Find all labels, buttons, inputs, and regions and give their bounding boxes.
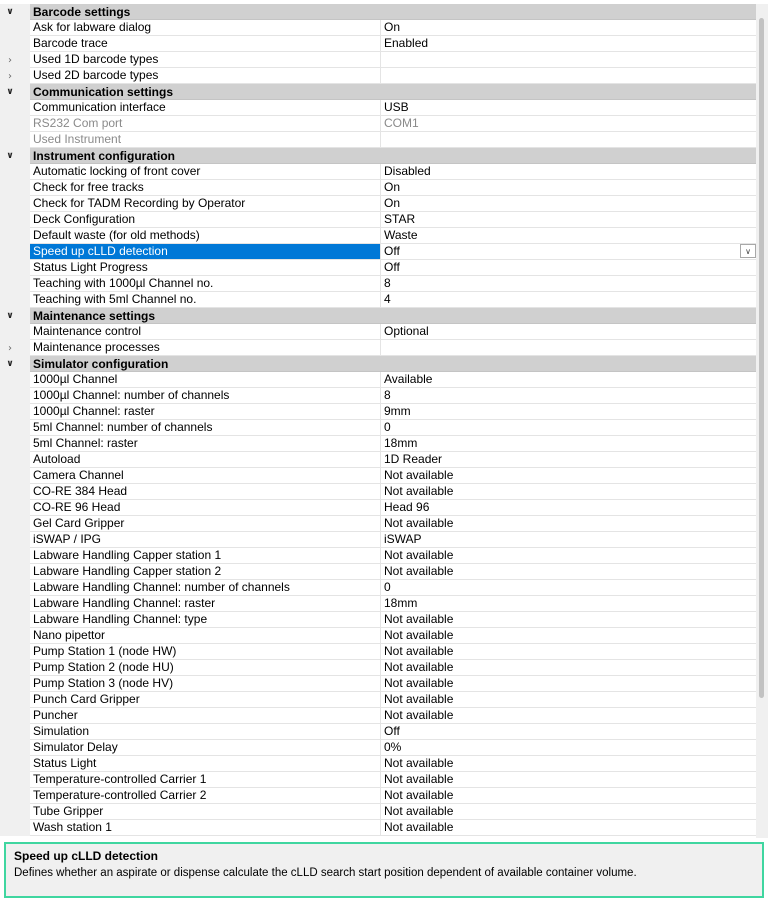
property-value[interactable] xyxy=(381,692,756,708)
row-gutter xyxy=(0,484,30,500)
property-row[interactable] xyxy=(0,212,768,228)
property-row[interactable] xyxy=(0,20,768,36)
property-value-text: 0% xyxy=(384,740,402,754)
category-label: Instrument configuration xyxy=(30,148,756,164)
property-value[interactable] xyxy=(381,612,756,628)
property-value[interactable] xyxy=(381,164,756,180)
property-value-text: Off xyxy=(384,244,400,258)
chevron-right-icon[interactable]: › xyxy=(8,342,12,354)
property-name[interactable]: Pump Station 1 (node HW) xyxy=(30,644,381,660)
property-value[interactable] xyxy=(381,244,756,260)
property-value-text: Not available xyxy=(384,708,454,722)
row-gutter xyxy=(0,804,30,820)
row-gutter xyxy=(0,740,30,756)
property-value[interactable] xyxy=(381,516,756,532)
property-name[interactable]: Status Light Progress xyxy=(30,260,381,276)
row-gutter xyxy=(0,676,30,692)
property-row[interactable] xyxy=(0,36,768,52)
category-gutter[interactable] xyxy=(0,4,30,20)
chevron-down-icon[interactable]: ∨ xyxy=(6,87,14,97)
row-gutter xyxy=(0,452,30,468)
property-value-text: Not available xyxy=(384,468,454,482)
row-gutter xyxy=(0,228,30,244)
property-value-text: 0 xyxy=(384,580,391,594)
property-row[interactable] xyxy=(0,164,768,180)
property-name[interactable]: Ask for labware dialog xyxy=(30,20,381,36)
property-row[interactable] xyxy=(0,532,768,548)
row-gutter xyxy=(0,788,30,804)
row-gutter xyxy=(0,468,30,484)
row-gutter xyxy=(0,36,30,52)
row-gutter xyxy=(0,196,30,212)
property-value-text: Head 96 xyxy=(384,500,430,514)
property-value[interactable] xyxy=(381,532,756,548)
help-title: Speed up cLLD detection xyxy=(14,849,159,863)
property-row[interactable] xyxy=(0,580,768,596)
property-value-text: 4 xyxy=(384,292,391,306)
property-row[interactable] xyxy=(0,820,768,836)
property-row[interactable] xyxy=(0,676,768,692)
property-value[interactable] xyxy=(381,196,756,212)
property-name[interactable]: Gel Card Gripper xyxy=(30,516,381,532)
property-name[interactable]: Labware Handling Channel: type xyxy=(30,612,381,628)
property-value-text: 8 xyxy=(384,276,391,290)
property-name[interactable]: Labware Handling Capper station 2 xyxy=(30,564,381,580)
property-value[interactable] xyxy=(381,772,756,788)
property-name[interactable]: Used 2D barcode types xyxy=(30,68,381,84)
property-row[interactable] xyxy=(0,372,768,388)
property-row[interactable] xyxy=(0,52,768,68)
category-label: Barcode settings xyxy=(30,4,756,20)
property-name[interactable]: Default waste (for old methods) xyxy=(30,228,381,244)
property-value[interactable] xyxy=(381,276,756,292)
property-value[interactable] xyxy=(381,228,756,244)
property-value-text: 18mm xyxy=(384,436,418,450)
property-row[interactable] xyxy=(0,260,768,276)
property-value xyxy=(381,132,756,148)
property-row[interactable] xyxy=(0,340,768,356)
property-name[interactable]: Maintenance control xyxy=(30,324,381,340)
row-gutter xyxy=(0,116,30,132)
property-name[interactable]: Camera Channel xyxy=(30,468,381,484)
property-name[interactable]: 5ml Channel: raster xyxy=(30,436,381,452)
property-row[interactable] xyxy=(0,596,768,612)
property-value-text: Not available xyxy=(384,820,454,834)
property-value-text: 9mm xyxy=(384,404,411,418)
property-value[interactable] xyxy=(381,628,756,644)
row-gutter xyxy=(0,100,30,116)
property-value[interactable] xyxy=(381,388,756,404)
property-name[interactable]: Simulation xyxy=(30,724,381,740)
row-gutter xyxy=(0,324,30,340)
category-gutter[interactable] xyxy=(0,308,30,324)
property-row[interactable] xyxy=(0,228,768,244)
property-value[interactable] xyxy=(381,820,756,836)
property-value[interactable] xyxy=(381,36,756,52)
property-row[interactable] xyxy=(0,740,768,756)
property-value[interactable] xyxy=(381,804,756,820)
row-gutter xyxy=(0,692,30,708)
category-row[interactable] xyxy=(0,356,768,372)
chevron-down-icon[interactable]: ∨ xyxy=(6,7,14,17)
row-gutter xyxy=(0,180,30,196)
scrollbar-thumb[interactable] xyxy=(759,18,764,698)
row-gutter xyxy=(0,564,30,580)
property-row[interactable] xyxy=(0,292,768,308)
property-name[interactable]: Autoload xyxy=(30,452,381,468)
help-description-panel xyxy=(4,842,764,898)
property-value[interactable] xyxy=(381,644,756,660)
property-value[interactable] xyxy=(381,468,756,484)
row-gutter xyxy=(0,644,30,660)
property-row[interactable] xyxy=(0,180,768,196)
property-value[interactable] xyxy=(381,212,756,228)
property-row[interactable] xyxy=(0,100,768,116)
property-row[interactable] xyxy=(0,388,768,404)
property-value[interactable] xyxy=(381,292,756,308)
property-row[interactable] xyxy=(0,420,768,436)
property-name[interactable]: 1000µl Channel xyxy=(30,372,381,388)
property-name[interactable]: CO-RE 384 Head xyxy=(30,484,381,500)
property-value[interactable] xyxy=(381,20,756,36)
property-name[interactable]: 5ml Channel: number of channels xyxy=(30,420,381,436)
property-row[interactable] xyxy=(0,116,768,132)
chevron-right-icon[interactable]: › xyxy=(8,54,12,66)
category-row[interactable] xyxy=(0,308,768,324)
category-gutter[interactable] xyxy=(0,84,30,100)
property-value-text: Not available xyxy=(384,804,454,818)
vertical-scrollbar[interactable] xyxy=(756,4,768,838)
property-row[interactable] xyxy=(0,324,768,340)
property-name[interactable]: Communication interface xyxy=(30,100,381,116)
chevron-down-icon[interactable]: ∨ xyxy=(6,151,14,161)
property-row[interactable] xyxy=(0,132,768,148)
row-gutter xyxy=(0,596,30,612)
property-value-text: Not available xyxy=(384,788,454,802)
row-gutter xyxy=(0,708,30,724)
property-value-text: Disabled xyxy=(384,164,431,178)
category-label: Maintenance settings xyxy=(30,308,756,324)
property-value-text: 18mm xyxy=(384,596,418,610)
property-value[interactable] xyxy=(381,260,756,276)
property-name[interactable]: Temperature-controlled Carrier 1 xyxy=(30,772,381,788)
row-gutter xyxy=(0,436,30,452)
property-name[interactable]: Simulator Delay xyxy=(30,740,381,756)
property-value[interactable] xyxy=(381,500,756,516)
property-name[interactable]: Maintenance processes xyxy=(30,340,381,356)
row-gutter xyxy=(0,500,30,516)
property-name[interactable]: Automatic locking of front cover xyxy=(30,164,381,180)
row-gutter[interactable] xyxy=(0,340,30,356)
property-row[interactable] xyxy=(0,708,768,724)
property-row[interactable] xyxy=(0,500,768,516)
property-row[interactable] xyxy=(0,516,768,532)
property-name[interactable]: Pump Station 2 (node HU) xyxy=(30,660,381,676)
property-value-text: 0 xyxy=(384,420,391,434)
property-row[interactable] xyxy=(0,756,768,772)
property-row[interactable] xyxy=(0,660,768,676)
property-value-text: iSWAP xyxy=(384,532,422,546)
property-value-text: Not available xyxy=(384,772,454,786)
property-value[interactable] xyxy=(381,372,756,388)
property-value[interactable] xyxy=(381,324,756,340)
property-name[interactable]: iSWAP / IPG xyxy=(30,532,381,548)
property-value-text: Waste xyxy=(384,228,418,242)
chevron-down-icon[interactable]: ∨ xyxy=(6,311,14,321)
property-value[interactable] xyxy=(381,580,756,596)
property-row[interactable] xyxy=(0,804,768,820)
property-row[interactable] xyxy=(0,68,768,84)
property-row[interactable] xyxy=(0,244,768,260)
property-name[interactable]: RS232 Com port xyxy=(30,116,381,132)
row-gutter xyxy=(0,612,30,628)
row-gutter xyxy=(0,420,30,436)
property-row[interactable] xyxy=(0,724,768,740)
property-value-text: Not available xyxy=(384,484,454,498)
row-gutter xyxy=(0,660,30,676)
property-value[interactable] xyxy=(381,676,756,692)
property-name[interactable]: Speed up cLLD detection xyxy=(30,244,381,260)
property-value-text: Not available xyxy=(384,564,454,578)
property-grid[interactable] xyxy=(0,4,768,838)
property-value[interactable] xyxy=(381,180,756,196)
row-gutter xyxy=(0,580,30,596)
property-value-text: Not available xyxy=(384,612,454,626)
row-gutter xyxy=(0,276,30,292)
property-row[interactable] xyxy=(0,628,768,644)
property-value-text: STAR xyxy=(384,212,416,226)
help-description: Defines whether an aspirate or dispense calculate the cLLD search start position dependent of available container volume. xyxy=(14,867,637,879)
property-name[interactable]: Wash station 1 xyxy=(30,820,381,836)
category-row[interactable] xyxy=(0,148,768,164)
property-value[interactable] xyxy=(381,100,756,116)
row-gutter xyxy=(0,212,30,228)
row-gutter xyxy=(0,724,30,740)
property-name[interactable]: Barcode trace xyxy=(30,36,381,52)
category-row[interactable] xyxy=(0,4,768,20)
property-name[interactable]: Check for TADM Recording by Operator xyxy=(30,196,381,212)
row-gutter xyxy=(0,372,30,388)
property-row[interactable] xyxy=(0,436,768,452)
row-gutter xyxy=(0,404,30,420)
category-label: Communication settings xyxy=(30,84,756,100)
property-name[interactable]: Used Instrument xyxy=(30,132,381,148)
row-gutter[interactable] xyxy=(0,52,30,68)
category-gutter[interactable] xyxy=(0,356,30,372)
property-value-text: Not available xyxy=(384,628,454,642)
row-gutter xyxy=(0,516,30,532)
property-name[interactable]: Tube Gripper xyxy=(30,804,381,820)
property-value[interactable] xyxy=(381,436,756,452)
property-row[interactable] xyxy=(0,196,768,212)
category-gutter[interactable] xyxy=(0,148,30,164)
property-value[interactable] xyxy=(381,404,756,420)
chevron-right-icon[interactable]: › xyxy=(8,70,12,82)
dropdown-arrow-icon[interactable]: ∨ xyxy=(740,244,756,258)
property-value[interactable] xyxy=(381,68,756,84)
property-value-text: Not available xyxy=(384,660,454,674)
property-value[interactable] xyxy=(381,52,756,68)
property-value-text: Not available xyxy=(384,548,454,562)
property-row[interactable] xyxy=(0,404,768,420)
property-value-text: USB xyxy=(384,100,409,114)
row-gutter xyxy=(0,292,30,308)
property-row[interactable] xyxy=(0,564,768,580)
row-gutter xyxy=(0,388,30,404)
property-value-text: Off xyxy=(384,724,400,738)
property-name[interactable]: Puncher xyxy=(30,708,381,724)
category-row[interactable] xyxy=(0,84,768,100)
property-value-text: 1D Reader xyxy=(384,452,443,466)
property-value[interactable] xyxy=(381,708,756,724)
property-row[interactable] xyxy=(0,468,768,484)
property-value[interactable] xyxy=(381,564,756,580)
property-name[interactable]: Nano pipettor xyxy=(30,628,381,644)
property-value[interactable] xyxy=(381,740,756,756)
property-name[interactable]: Used 1D barcode types xyxy=(30,52,381,68)
property-name[interactable]: Teaching with 1000µl Channel no. xyxy=(30,276,381,292)
property-name[interactable]: Labware Handling Channel: raster xyxy=(30,596,381,612)
chevron-down-icon[interactable]: ∨ xyxy=(6,359,14,369)
row-gutter xyxy=(0,532,30,548)
property-row[interactable] xyxy=(0,548,768,564)
property-value[interactable] xyxy=(381,596,756,612)
property-value[interactable] xyxy=(381,420,756,436)
property-name[interactable]: Temperature-controlled Carrier 2 xyxy=(30,788,381,804)
row-gutter xyxy=(0,756,30,772)
property-value[interactable] xyxy=(381,548,756,564)
row-gutter xyxy=(0,628,30,644)
category-label: Simulator configuration xyxy=(30,356,756,372)
property-value-text: Not available xyxy=(384,692,454,706)
property-row[interactable] xyxy=(0,484,768,500)
property-value xyxy=(381,116,756,132)
property-name[interactable]: Pump Station 3 (node HV) xyxy=(30,676,381,692)
property-value[interactable] xyxy=(381,452,756,468)
property-name[interactable]: Deck Configuration xyxy=(30,212,381,228)
row-gutter[interactable] xyxy=(0,68,30,84)
property-name[interactable]: Punch Card Gripper xyxy=(30,692,381,708)
row-gutter xyxy=(0,260,30,276)
property-value-text: COM1 xyxy=(384,116,419,130)
row-gutter xyxy=(0,548,30,564)
property-value-text: Not available xyxy=(384,756,454,770)
row-gutter xyxy=(0,772,30,788)
property-row[interactable] xyxy=(0,772,768,788)
property-value-text: 8 xyxy=(384,388,391,402)
property-value-text: Not available xyxy=(384,644,454,658)
property-name[interactable]: CO-RE 96 Head xyxy=(30,500,381,516)
property-row[interactable] xyxy=(0,644,768,660)
property-name[interactable]: 1000µl Channel: raster xyxy=(30,404,381,420)
property-name[interactable]: Labware Handling Channel: number of channels xyxy=(30,580,381,596)
property-name[interactable]: Status Light xyxy=(30,756,381,772)
property-value[interactable] xyxy=(381,660,756,676)
property-value[interactable] xyxy=(381,756,756,772)
property-value[interactable] xyxy=(381,724,756,740)
property-value[interactable] xyxy=(381,340,756,356)
property-row[interactable] xyxy=(0,612,768,628)
property-value[interactable] xyxy=(381,484,756,500)
property-name[interactable]: Check for free tracks xyxy=(30,180,381,196)
property-row[interactable] xyxy=(0,276,768,292)
property-name[interactable]: Labware Handling Capper station 1 xyxy=(30,548,381,564)
property-name[interactable]: Teaching with 5ml Channel no. xyxy=(30,292,381,308)
property-value[interactable] xyxy=(381,788,756,804)
property-row[interactable] xyxy=(0,452,768,468)
property-value-text: Available xyxy=(384,372,433,386)
property-value-text: Optional xyxy=(384,324,429,338)
property-name[interactable]: 1000µl Channel: number of channels xyxy=(30,388,381,404)
row-gutter xyxy=(0,164,30,180)
property-value-text: Enabled xyxy=(384,36,429,50)
property-row[interactable] xyxy=(0,692,768,708)
property-value-text: On xyxy=(384,196,401,210)
property-value-text: Off xyxy=(384,260,400,274)
row-gutter xyxy=(0,820,30,836)
property-value-text: Not available xyxy=(384,676,454,690)
property-value-text: On xyxy=(384,20,401,34)
property-row[interactable] xyxy=(0,788,768,804)
property-value-text: On xyxy=(384,180,401,194)
row-gutter xyxy=(0,244,30,260)
row-gutter xyxy=(0,20,30,36)
row-gutter xyxy=(0,132,30,148)
property-value-text: Not available xyxy=(384,516,454,530)
